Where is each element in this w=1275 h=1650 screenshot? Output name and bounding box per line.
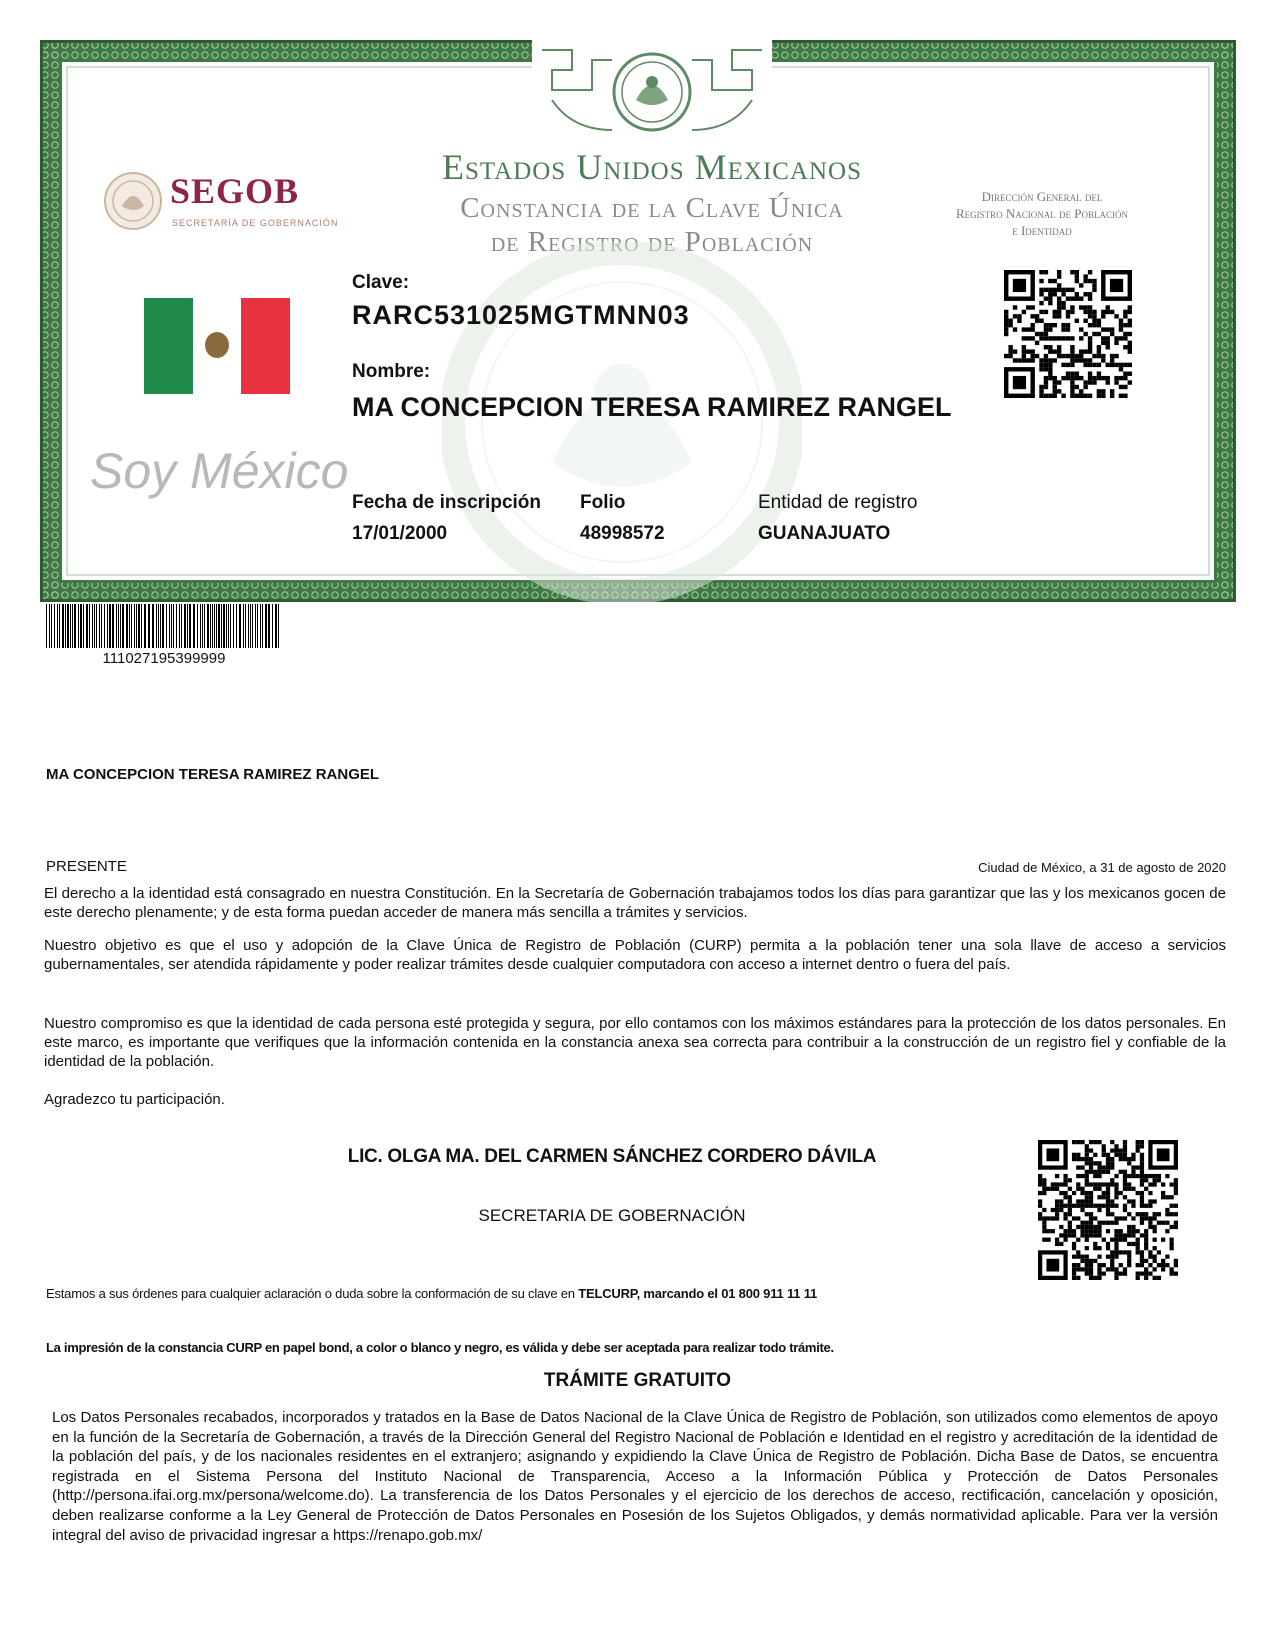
- barcode-number: 111027195399999: [102, 650, 226, 667]
- soy-mexico-slogan: Soy México: [90, 443, 349, 499]
- top-crest-icon: [532, 40, 772, 150]
- segob-logo-text: SEGOB: [170, 171, 300, 211]
- dgr-line1: Dirección General del: [981, 189, 1103, 204]
- barcode-icon: [46, 604, 282, 648]
- flag-emblem-icon: [205, 332, 229, 358]
- tramite-gratuito-heading: TRÁMITE GRATUITO: [543, 1370, 732, 1391]
- signer-role: SECRETARIA DE GOBERNACIÓN: [478, 1206, 746, 1225]
- folio-value: 48998572: [580, 523, 665, 544]
- entidad-registro-label: Entidad de registro: [758, 492, 918, 513]
- paragraph-1: El derecho a la identidad está consagrado en nuestra Constitución. En la Secretaría de Gobernación trabajamos todos los días para garantizar que las y los mexicanos gocen de este derecho plenamente; y de esta forma puedan acceder de manera más sencilla a trámites y servicios.: [44, 885, 1226, 921]
- dgr-line2: Registro Nacional de Población: [955, 206, 1129, 221]
- contact-text: Estamos a sus órdenes para cualquier aclaración o duda sobre la conformación de su clave en: [46, 1286, 579, 1301]
- clave-label: Clave:: [352, 272, 410, 293]
- paragraph-4: Agradezco tu participación.: [44, 1091, 225, 1108]
- nombre-value: MA CONCEPCION TERESA RAMIREZ RANGEL: [352, 392, 952, 422]
- segob-seal-icon: [102, 170, 164, 232]
- paragraph-2: Nuestro objetivo es que el uso y adopción de la Clave Única de Registro de Población (CURP) permita a la población tener una sola llave de acceso a servicios gubernamentales, ser atendida rápidamente y poder realizar trámites desde cualquier computadora con acceso a internet dentro o fuera del país.: [44, 937, 1226, 973]
- paragraph-3: Nuestro compromiso es que la identidad de cada persona esté protegida y segura, por ello contamos con los máximos estándares para la protección de los datos personales. En este marco, es importante que verifiques que la información contenida en la constancia anexa sea correcta para contribuir a la construcción de un registro fiel y confiable de la identidad de la población.: [44, 1015, 1226, 1070]
- title-estados-unidos: Estados Unidos Mexicanos: [441, 147, 863, 187]
- title-constancia-line1: Constancia de la Clave Única: [460, 192, 844, 224]
- dgr-heading: [912, 188, 1172, 239]
- presente-text: PRESENTE: [46, 858, 127, 875]
- curp-certificate-card: [40, 40, 1236, 602]
- recipient-name: MA CONCEPCION TERESA RAMIREZ RANGEL: [46, 766, 380, 783]
- folio-label: Folio: [580, 492, 626, 513]
- signer-name: LIC. OLGA MA. DEL CARMEN SÁNCHEZ CORDERO DÁVILA: [347, 1146, 877, 1167]
- title-constancia-line2: de Registro de Población: [490, 226, 814, 258]
- segob-subtitle: SECRETARÍA DE GOBERNACIÓN: [172, 218, 339, 228]
- fecha-inscripcion-value: 17/01/2000: [352, 523, 448, 544]
- qr-code-icon: [1038, 1140, 1178, 1280]
- contact-line: [46, 1286, 817, 1301]
- qr-code-icon: [1004, 270, 1132, 398]
- entidad-registro-value: GUANAJUATO: [758, 523, 891, 544]
- telcurp-phone: TELCURP, marcando el 01 800 911 11 11: [578, 1286, 818, 1301]
- validity-notice: La impresión de la constancia CURP en papel bond, a color o blanco y negro, es válida y debe ser aceptada para realizar todo trámite.: [46, 1340, 834, 1355]
- privacy-notice: Los Datos Personales recabados, incorporados y tratados en la Base de Datos Nacional de la Clave Única de Registro de Población, son utilizados como elementos de apoyo en la función de la Secretaría de Gobernación, a través de la Dirección General del Registro Nacional de Población e Identidad en el registro y acreditación de la identidad de la población del país, y de los nacionales residentes en el extranjero; asignando y expidiendo la Clave Única de Registro de Población. Dicha Base de Datos, se encuentra registrada en el Sistema Persona del Instituto Nacional de Transparencia, Acceso a la Información Pública y Protección de Datos Personales (http://persona.ifai.org.mx/persona/welcome.do). La transferencia de los Datos Personales y el ejercicio de los derechos de acceso, rectificación, cancelación y oposición, deben realizarse conforme a la Ley General de Protección de Datos Personales en Posesión de los Sujetos Obligados, y demás normatividad aplicable. Para ver la versión integral del aviso de privacidad ingresar a https://renapo.gob.mx/: [52, 1409, 1218, 1544]
- mexican-flag-icon: [144, 298, 290, 394]
- date-line: Ciudad de México, a 31 de agosto de 2020: [978, 860, 1226, 875]
- fecha-inscripcion-label: Fecha de inscripción: [352, 492, 541, 513]
- dgr-line3: e Identidad: [1012, 223, 1072, 238]
- clave-value: RARC531025MGTMNN03: [352, 300, 690, 330]
- nombre-label: Nombre:: [352, 361, 431, 382]
